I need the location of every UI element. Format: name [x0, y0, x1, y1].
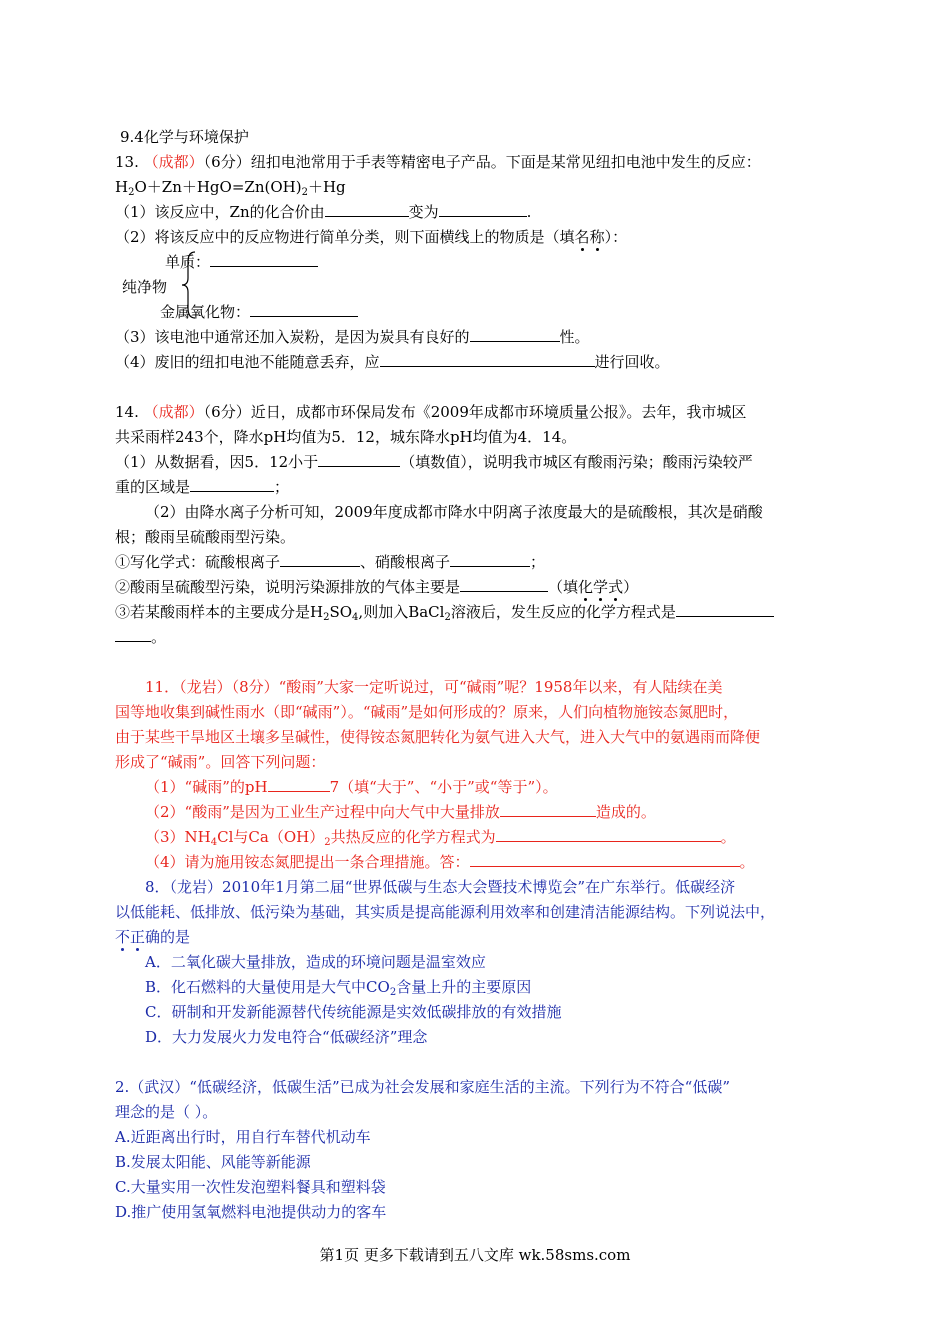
text: （2）将该反应中的反应物进行简单分类，则下面横线上的物质是（填 — [115, 228, 575, 246]
text: Cl与Ca（OH） — [217, 828, 325, 846]
text: 共热反应的化学方程式为 — [330, 828, 496, 846]
answer-blank[interactable] — [450, 552, 530, 567]
q13-part2 — [115, 227, 627, 247]
q14-number: 14. — [115, 403, 139, 421]
text: 、硝酸根离子 — [360, 553, 451, 571]
emphasis-char: 名 — [574, 228, 590, 246]
q14-line2: 共采雨样243个，降水pH均值为5．12，城东降水pH均值为4．14。 — [115, 428, 577, 446]
answer-blank[interactable] — [500, 802, 596, 817]
answer-blank[interactable] — [460, 577, 548, 592]
q11-line3: 由于某些干旱地区土壤多呈碱性，使得铵态氮肥转化为氨气进入大气，进入大气中的氨遇雨而降便 — [115, 728, 761, 746]
answer-blank[interactable] — [380, 352, 595, 367]
answer-blank[interactable] — [470, 327, 560, 342]
text: ③若某酸雨样本的主要成分是H — [115, 603, 324, 621]
q2-option-a[interactable]: A.近距离出行时，用自行车替代机动车 — [115, 1128, 371, 1146]
text: ） — [623, 578, 639, 596]
q13-part3 — [115, 327, 590, 347]
answer-blank[interactable] — [325, 202, 409, 217]
answer-blank[interactable] — [280, 552, 360, 567]
q11-part2 — [145, 802, 656, 822]
eq-sub: 2 — [301, 187, 308, 198]
text: 7（填“大于”、“小于”或“等于”）。 — [329, 778, 558, 796]
text: 含量上升的主要原因 — [396, 978, 532, 996]
q2-option-c[interactable]: C.大量实用一次性发泡塑料餐具和塑料袋 — [115, 1178, 386, 1196]
text: 单质： — [165, 253, 211, 271]
q13-part4 — [115, 352, 670, 372]
q14-sub3-cont — [115, 627, 166, 647]
q14-part2: （2）由降水离子分析可知，2009年度成都市降水中阴离子浓度最大的是硫酸根，其次是硝酸 — [145, 503, 763, 521]
q14-sub1 — [115, 552, 545, 572]
answer-blank[interactable] — [268, 777, 330, 792]
q14-part1-cont — [115, 477, 289, 497]
q13-intro — [115, 152, 761, 172]
q2-option-d[interactable]: D.推广使用氢氧燃料电池提供动力的客车 — [115, 1203, 387, 1221]
answer-blank[interactable] — [190, 477, 274, 492]
emphasis-char: 不 — [115, 928, 131, 946]
q8-line1: 8．（龙岩）2010年1月第二届“世界低碳与生态大会暨技术博览会”在广东举行。低碳经济 — [145, 878, 736, 896]
eq-part: O＋Zn＋HgO=Zn(OH) — [134, 178, 302, 196]
sub: 2 — [389, 987, 397, 998]
page-footer: 第1页 更多下载请到五八文库 wk.58sms.com — [319, 1246, 631, 1264]
text: ）： — [604, 228, 628, 246]
text: 金属氧化物： — [160, 303, 251, 321]
emphasis-char: 学 — [593, 578, 609, 596]
text: 变为 — [408, 203, 439, 221]
text: 确的是 — [145, 928, 191, 946]
section-title: 9.4化学与环境保护 — [120, 128, 249, 146]
emphasis-char: 化 — [578, 578, 594, 596]
text: （2）“酸雨”是因为工业生产过程中向大气中大量排放 — [145, 803, 500, 821]
text: （4）废旧的纽扣电池不能随意丢弃，应 — [115, 353, 380, 371]
sub: 2 — [444, 612, 451, 623]
q14-part2-cont: 根；酸雨呈硫酸雨型污染。 — [115, 528, 296, 546]
q11-line2: 国等地收集到碱性雨水（即“碱雨”）。“碱雨”是如何形成的？原来，人们向植物施铵态氮肥时， — [115, 703, 739, 721]
q8-option-a[interactable]: A．二氧化碳大量排放，造成的环境问题是温室效应 — [145, 953, 486, 971]
q14-intro — [115, 402, 746, 422]
answer-blank[interactable] — [439, 202, 527, 217]
q14-sub3 — [115, 602, 774, 622]
emphasis-char: 称 — [589, 228, 605, 246]
text: （填数值），说明我市城区有酸雨污染；酸雨污染较严 — [400, 453, 753, 471]
q2-line1: 2.（武汉）“低碳经济，低碳生活”已成为社会发展和家庭生活的主流。下列行为不符合“低碳” — [115, 1078, 730, 1096]
sub: 2 — [323, 612, 330, 623]
text: （1）“碱雨”的pH — [145, 778, 268, 796]
text: ； — [274, 478, 290, 496]
q2-line2: 理念的是（ ）。 — [115, 1103, 218, 1121]
text: （3）该电池中通常还加入炭粉，是因为炭具有良好的 — [115, 328, 470, 346]
answer-blank[interactable] — [250, 302, 358, 317]
answer-blank[interactable] — [676, 602, 774, 617]
q11-part1 — [145, 777, 558, 797]
eq-sub: 2 — [128, 187, 135, 198]
text: 。 — [720, 828, 736, 846]
text: B．化石燃料的大量使用是大气中CO — [145, 978, 390, 996]
eq-part: ＋Hg — [307, 178, 346, 196]
q11-part3 — [145, 827, 736, 847]
q13-intro-text: （6分）纽扣电池常用于手表等精密电子产品。下面是某常见纽扣电池中发生的反应： — [203, 153, 761, 171]
text: 。 — [151, 628, 167, 646]
text: 溶液后，发生反应的化学方程式是 — [450, 603, 676, 621]
eq-part: H — [115, 178, 129, 196]
q8-option-c[interactable]: C．研制和开发新能源替代传统能源是实效低碳排放的有效措施 — [145, 1003, 562, 1021]
text: 重的区域是 — [115, 478, 191, 496]
q8-line2: 以低能耗、低排放、低污染为基础，其实质是提高能源利用效率和创建清洁能源结构。下列说法中， — [115, 903, 776, 921]
text: . — [526, 203, 532, 221]
q11-part4 — [145, 852, 755, 872]
sub: 4 — [210, 837, 218, 848]
emphasis-char: 式 — [608, 578, 624, 596]
q13-source: （成都） — [143, 153, 204, 171]
text: ②酸雨呈硫酸型污染，说明污染源排放的气体主要是 — [115, 578, 461, 596]
sub: 4 — [352, 612, 359, 623]
q13-part1 — [115, 202, 531, 222]
answer-blank[interactable] — [210, 252, 318, 267]
q8-line3 — [115, 927, 190, 947]
text: ； — [530, 553, 546, 571]
q14-part1 — [115, 452, 753, 472]
q13-equation — [115, 177, 346, 197]
q2-option-b[interactable]: B.发展太阳能、风能等新能源 — [115, 1153, 311, 1171]
text: 造成的。 — [595, 803, 656, 821]
q8-option-d[interactable]: D．大力发展火力发电符合“低碳经济”理念 — [145, 1028, 428, 1046]
text: （3）NH — [145, 828, 211, 846]
emphasis-char: 正 — [130, 928, 146, 946]
text: 。 — [739, 853, 755, 871]
text: ,则加入BaCl — [358, 603, 445, 621]
answer-blank[interactable] — [115, 627, 151, 642]
q13-pure: 纯净物 — [122, 278, 168, 296]
text: （1）该反应中，Zn的化合价由 — [115, 203, 325, 221]
q13-oxide — [160, 302, 358, 322]
text: （6分）近日，成都市环保局发布《2009年成都市环境质量公报》。去年，我市城区 — [203, 403, 747, 421]
text: （填 — [548, 578, 579, 596]
q8-option-b[interactable] — [145, 977, 531, 997]
text: （1）从数据看，因5．12小于 — [115, 453, 319, 471]
sub: 2 — [324, 837, 331, 848]
answer-blank[interactable] — [318, 452, 400, 467]
text: 性。 — [559, 328, 590, 346]
text: 进行回收。 — [594, 353, 670, 371]
q11-line1: 11．（龙岩）（8分）“酸雨”大家一定听说过，可“碱雨”呢？1958年以来，有人陆续在美 — [145, 678, 723, 696]
q11-line4: 形成了“碱雨”。回答下列问题： — [115, 753, 326, 771]
q14-source: （成都） — [143, 403, 204, 421]
q13-number: 13. — [115, 153, 139, 171]
text: SO — [329, 603, 353, 621]
answer-blank[interactable] — [470, 852, 740, 867]
q14-sub2 — [115, 577, 638, 597]
answer-blank[interactable] — [496, 827, 721, 842]
text: ①写化学式：硫酸根离子 — [115, 553, 281, 571]
text: （4）请为施用铵态氮肥提出一条合理措施。答： — [145, 853, 470, 871]
